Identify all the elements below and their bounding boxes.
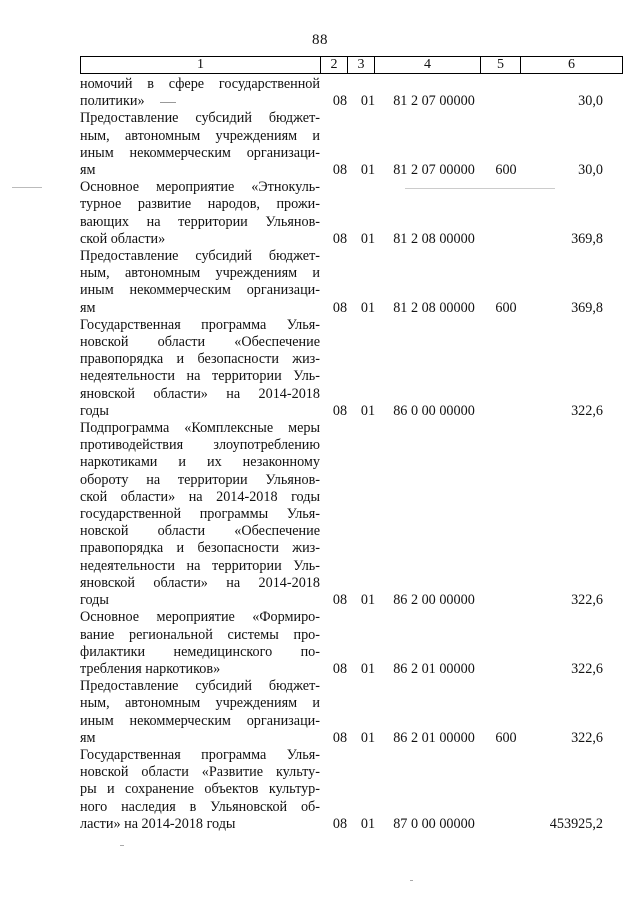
row-description-line: Предоставление субсидий бюджет- [80,678,320,695]
row-description-line: ям [80,162,96,179]
row-target-article-code: 86 0 00 00000 [393,402,475,419]
row-amount: 322,6 [571,592,603,609]
row-description-line: правопорядка и безопасности жиз- [80,540,320,557]
table-row [0,747,640,833]
row-description-line: политики» [80,93,145,110]
row-description [80,678,320,747]
row-amount: 30,0 [578,93,603,110]
row-expense-type-code: 600 [495,162,517,179]
row-section-code: 08 [332,815,348,832]
column-header-3: 3 [348,57,375,74]
table-row [0,248,640,317]
scan-speck [120,845,124,846]
row-description-line: Основное мероприятие «Формиро- [80,609,320,626]
row-expense-type-code: 600 [495,299,517,316]
row-description-line: филактики немедицинского по- [80,643,320,660]
row-description-line: ской области» [80,230,166,247]
row-description-line: номочий в сфере государственной [80,76,320,92]
row-description-line: Государственная программа Улья- [80,746,320,763]
row-amount: 322,6 [571,402,603,419]
row-subsection-code: 01 [360,660,376,677]
row-description [80,248,320,317]
row-description-line: ным, автономным учреждениям и [80,265,320,282]
row-subsection-code: 01 [360,402,376,419]
row-description-line: иным некоммерческим организаци- [80,712,320,729]
row-description-line: Предоставление субсидий бюджет- [80,248,320,265]
row-amount: 453925,2 [549,815,603,832]
row-description-line: ям [80,729,96,746]
row-description [80,747,320,833]
row-description-line: яновской области» на 2014-2018 [80,574,320,591]
row-section-code: 08 [332,93,348,110]
row-description-line: новской области «Обеспечение [80,334,320,351]
row-description-line: противодействия злоупотреблению [80,437,320,454]
row-description-line: ного наследия в Ульяновской об- [80,798,320,815]
budget-table-body [0,76,640,833]
row-description-line: ры и сохранение объектов культур- [80,781,320,798]
row-description-line: наркотиками и их незаконному [80,454,320,471]
row-description-line: недеятельности на территории Уль- [80,557,320,574]
row-description [80,609,320,678]
row-target-article-code: 86 2 01 00000 [393,660,475,677]
row-description-line: ям [80,299,96,316]
row-target-article-code: 86 2 01 00000 [393,729,475,746]
table-row [0,110,640,179]
row-description-line: новской области «Обеспечение [80,523,320,540]
row-subsection-code: 01 [360,93,376,110]
row-subsection-code: 01 [360,162,376,179]
table-row [0,179,640,248]
row-section-code: 08 [332,592,348,609]
row-expense-type-code: 600 [495,729,517,746]
row-section-code: 08 [332,729,348,746]
row-description [80,179,320,248]
row-description-line: вающих на территории Ульянов- [80,213,320,230]
row-target-article-code: 81 2 07 00000 [393,162,475,179]
table-row [0,420,640,609]
row-subsection-code: 01 [360,592,376,609]
row-description-line: годы [80,592,109,609]
row-description-line: Предоставление субсидий бюджет- [80,110,320,127]
column-header-5: 5 [481,57,521,74]
row-description-line: ской области» на 2014-2018 годы [80,488,320,505]
row-target-article-code: 87 0 00 00000 [393,815,475,832]
row-subsection-code: 01 [360,230,376,247]
row-amount: 30,0 [578,162,603,179]
scan-speck [410,880,413,881]
row-description-line: яновской области» на 2014-2018 [80,385,320,402]
row-description [80,420,320,609]
scan-speck [160,102,176,103]
row-description-line: обороту на территории Ульянов- [80,471,320,488]
row-description-line: Основное мероприятие «Этнокуль- [80,179,320,196]
column-header-1: 1 [81,57,321,74]
table-row [0,678,640,747]
row-subsection-code: 01 [360,299,376,316]
row-description-line: турное развитие народов, прожи- [80,196,320,213]
row-description-line: требления наркотиков» [80,660,221,677]
row-description-line: ласти» на 2014-2018 годы [80,815,236,832]
row-description [80,317,320,420]
scan-speck [12,187,42,188]
row-subsection-code: 01 [360,729,376,746]
table-row [0,76,640,110]
table-row [0,609,640,678]
row-section-code: 08 [332,162,348,179]
column-header-row [81,57,623,74]
row-subsection-code: 01 [360,815,376,832]
row-description-line: иным некоммерческим организаци- [80,282,320,299]
column-header-table [80,56,623,74]
row-description-line: новской области «Развитие культу- [80,764,320,781]
row-description-line: недеятельности на территории Уль- [80,368,320,385]
row-target-article-code: 86 2 00 00000 [393,592,475,609]
column-header-2: 2 [321,57,348,74]
page-number: 88 [312,32,328,48]
row-target-article-code: 81 2 07 00000 [393,93,475,110]
row-description-line: правопорядка и безопасности жиз- [80,351,320,368]
column-header-6: 6 [521,57,623,74]
row-description-line: Государственная программа Улья- [80,316,320,333]
row-section-code: 08 [332,299,348,316]
row-amount: 369,8 [571,230,603,247]
row-target-article-code: 81 2 08 00000 [393,299,475,316]
row-amount: 369,8 [571,299,603,316]
table-row [0,317,640,420]
row-description-line: иным некоммерческим организаци- [80,144,320,161]
row-description-line: ным, автономным учреждениям и [80,127,320,144]
row-target-article-code: 81 2 08 00000 [393,230,475,247]
row-description-line: государственной программы Улья- [80,506,320,523]
row-description-line: Подпрограмма «Комплексные меры [80,420,320,437]
row-section-code: 08 [332,660,348,677]
row-section-code: 08 [332,402,348,419]
row-section-code: 08 [332,230,348,247]
column-header-4: 4 [375,57,481,74]
row-description-line: ным, автономным учреждениям и [80,695,320,712]
row-amount: 322,6 [571,729,603,746]
row-description-line: вание региональной системы про- [80,626,320,643]
row-description [80,110,320,179]
row-description-line: годы [80,402,109,419]
row-amount: 322,6 [571,660,603,677]
scan-speck [405,188,555,189]
row-description [80,76,320,110]
